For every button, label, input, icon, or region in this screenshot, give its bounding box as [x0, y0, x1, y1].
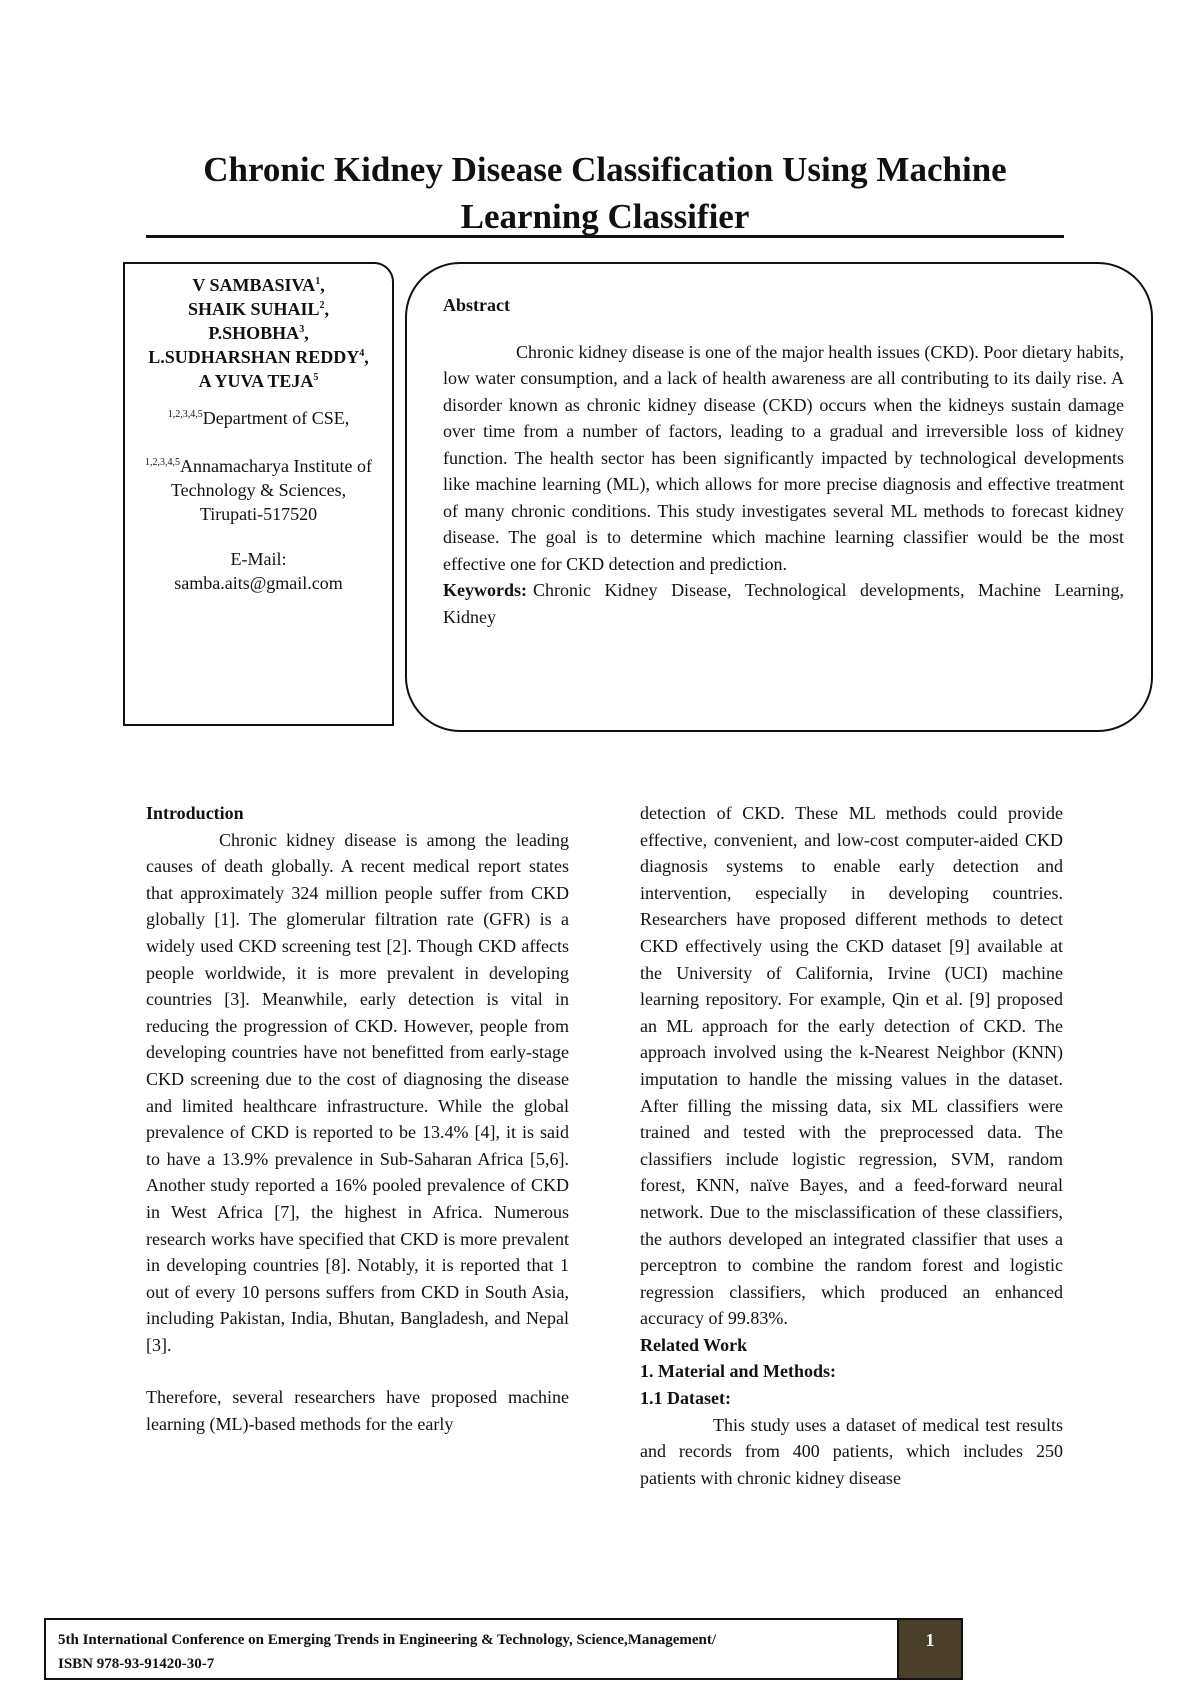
introduction-heading: Introduction — [146, 803, 244, 823]
footer-box — [44, 1618, 963, 1680]
author-1: V SAMBASIVA$^1$, — [192, 275, 325, 295]
author-2: SHAIK SUHAIL$^2$, — [187, 299, 330, 319]
keywords-label: Keywords: — [443, 580, 527, 600]
title-rule — [146, 235, 1064, 238]
left-column — [146, 800, 569, 1438]
page-number: 1 — [897, 1620, 961, 1678]
footer-conference: 5th International Conference on Emerging Trends in Engineering & Technology, Science,Management/ — [58, 1632, 717, 1648]
abstract-keywords — [443, 577, 1124, 630]
author-5: A YUVA TEJA$^5$ — [198, 371, 319, 391]
institute: $^{1,2,3,4,5}$Annamacharya Institute of — [145, 456, 372, 476]
intro-paragraph-2: Therefore, several researchers have proposed machine learning (ML)-based methods for the early — [146, 1387, 569, 1435]
dataset-heading: 1.1 Dataset: — [640, 1388, 731, 1409]
related-work-heading: Related Work — [640, 1334, 748, 1355]
department: $^{1,2,3,4,5}$Department of CSE, — [167, 408, 350, 428]
email-address[interactable]: samba.aits@gmail.com — [174, 573, 343, 593]
material-methods-heading: 1. Material and Methods: — [640, 1361, 836, 1382]
paper-title: Chronic Kidney Disease Classification Using Machine Learning Classifier — [203, 150, 1007, 236]
authors-box — [123, 262, 394, 726]
footer-text — [58, 1628, 938, 1676]
abstract-heading: Abstract — [443, 295, 510, 315]
city: Tirupati-517520 — [199, 504, 318, 524]
keywords-text: Chronic Kidney Disease, Technological developments, Machine Learning, Kidney — [443, 580, 1124, 627]
right-column — [640, 800, 1063, 1491]
institute-line2: Technology & Sciences, — [170, 480, 347, 500]
abstract-content — [443, 292, 1124, 630]
author-3: P.SHOBHA$^3$, — [208, 323, 309, 343]
right-paragraph-1: detection of CKD. These ML methods could provide effective, convenient, and low-cost computer-aided CKD diagnosis systems to enable early detection and intervention, especially in developing countries. Researchers have proposed different methods to detect CKD effectively using the CKD dataset [9] available at the University of California, Irvine (UCI) machine learning repository. For example, Qin et al. [9] proposed an ML approach for the early detection of CKD. The approach involved using the k-Nearest Neighbor (KNN) imputation to handle the missing values in the dataset. After filling the missing data, six ML classifiers were trained and tested with the preprocessed data. The classifiers include logistic regression, SVM, random forest, KNN, naïve Bayes, and a feed-forward neural network. Due to the misclassification of these classifiers, the authors developed an integrated classifier that uses a perceptron to combine the random forest and logistic regression classifiers, which produced an enhanced accuracy of 99.83%. — [640, 803, 1063, 1329]
intro-paragraph-1: Chronic kidney disease is among the leading causes of death globally. A recent medical report states that approximately 324 million people suffer from CKD globally [1]. The glomerular filtration rate (GFR) is a widely used CKD screening test [2]. Though CKD affects people worldwide, it is more prevalent in developing countries [3]. Meanwhile, early detection is vital in reducing the progression of CKD. However, people from developing countries have not benefitted from early-stage CKD screening due to the cost of diagnosing the disease and limited healthcare infrastructure. While the global prevalence of CKD is reported to be 13.4% [4], it is said to have a 13.9% prevalence in Sub-Saharan Africa [5,6]. Another study reported a 16% pooled prevalence of CKD in West Africa [7], the highest in Africa. Numerous research works have specified that CKD is more prevalent in developing countries [8]. Notably, it is reported that 1 out of every 10 persons suffers from CKD in South Asia, including Pakistan, India, Bhutan, Bangladesh, and Nepal [3]. — [146, 829, 569, 1355]
footer-isbn: ISBN 978-93-91420-30-7 — [58, 1656, 215, 1672]
abstract-text: Chronic kidney disease is one of the major health issues (CKD). Poor dietary habits, low water consumption, and a lack of health awareness are all contributing to its daily rise. A disorder known as chronic kidney disease (CKD) occurs when the kidneys sustain damage over time from a number of factors, leading to a gradual and irreversible loss of kidney function. The health sector has been significantly impacted by technological developments like machine learning (ML), which allows for more precise diagnosis and effective treatment of many chronic conditions. This study investigates several ML methods to forecast kidney disease. The goal is to determine which machine learning classifier would be the most effective one for CKD detection and prediction. — [443, 341, 1124, 574]
author-4: L.SUDHARSHAN REDDY$^4$, — [148, 347, 369, 367]
dataset-paragraph: This study uses a dataset of medical test results and records from 400 patients, which includes 250 patients with chronic kidney disease — [640, 1414, 1063, 1488]
email-label: E-Mail: — [230, 549, 287, 569]
